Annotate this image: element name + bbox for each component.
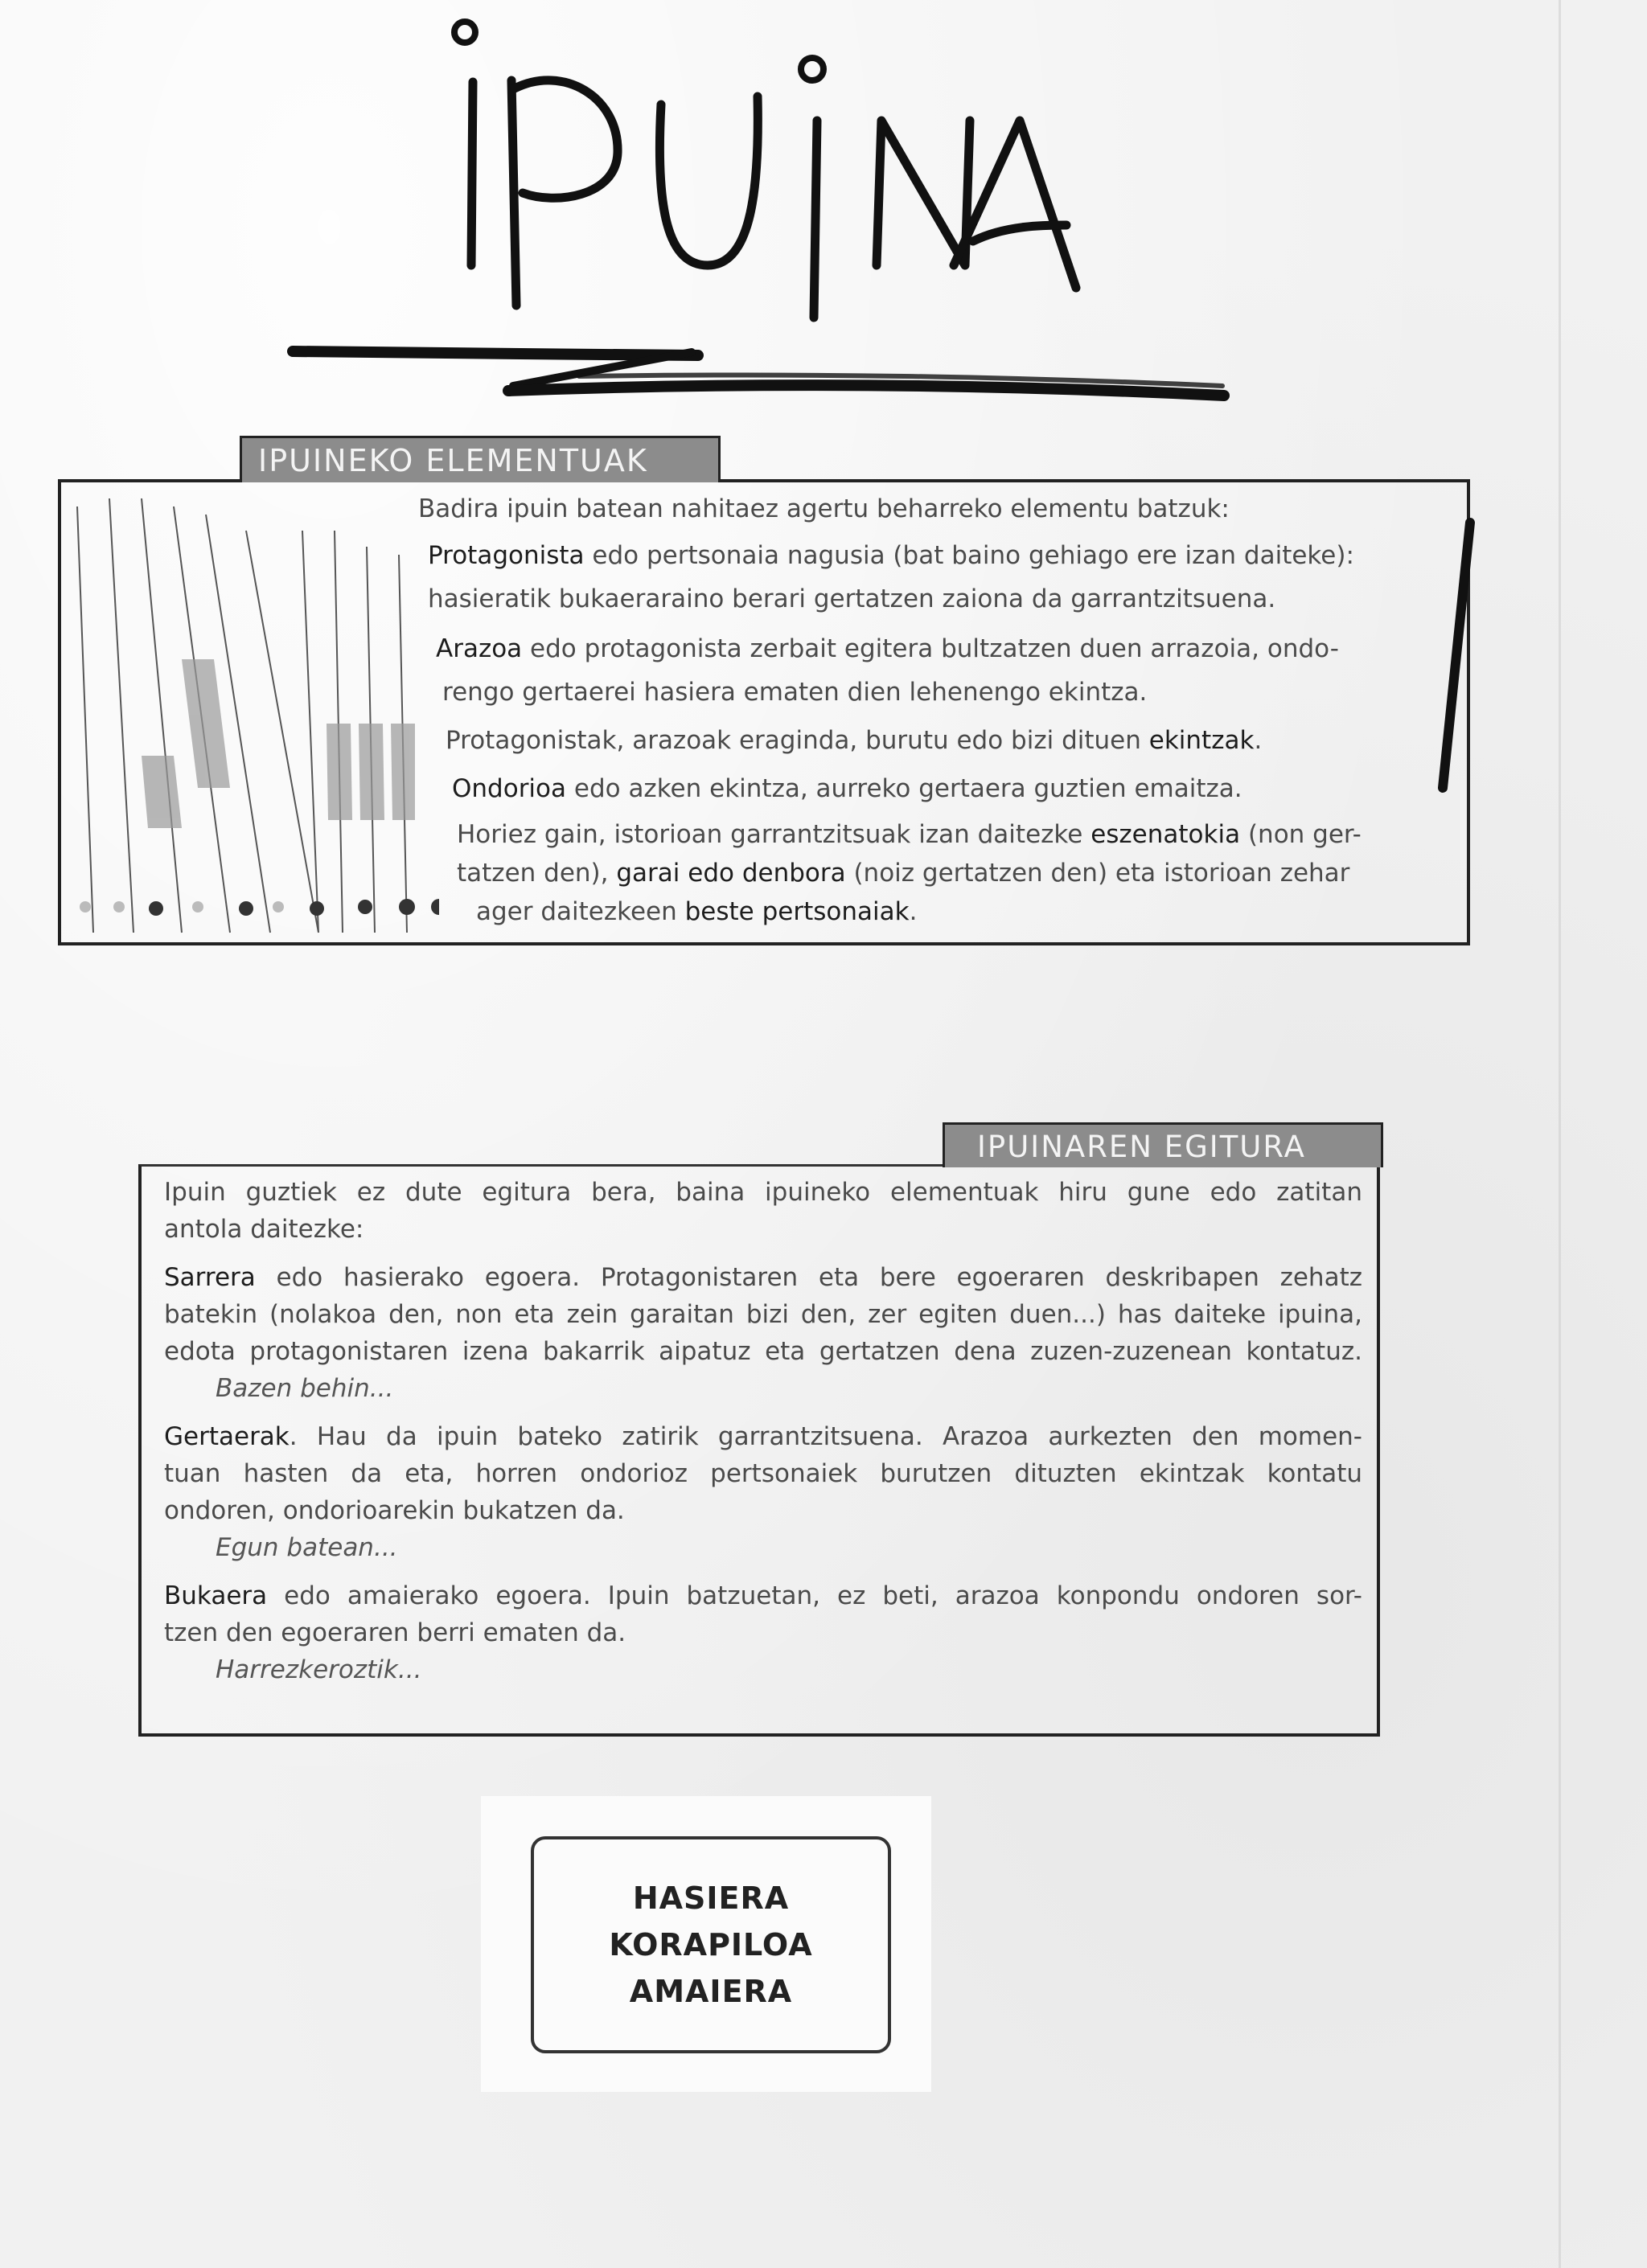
extra-line3-a: ager daitezkeen [476, 897, 685, 926]
keyword-sarrera: Sarrera [164, 1263, 256, 1292]
element-protagonist [428, 534, 1464, 577]
keyword-arazoa: Arazoa [436, 634, 523, 663]
element-protagonist-line2: hasieratik bukaeraraino berari gertatzen zaiona da garrantzitsuena. [428, 584, 1276, 613]
element-arazoa-line2: rengo gertaerei hasiera ematen dien lehenengo ekintza. [442, 678, 1148, 707]
element-ekintzak-prefix: Protagonistak, arazoak eraginda, burutu edo bizi dituen [446, 726, 1149, 755]
part-gertaerak-line1-text: . Hau da ipuin bateko zatirik garrantzitsuena. Arazoa aurkezten den momen- [289, 1422, 1362, 1451]
structure-intro-line2: antola daitezke: [164, 1215, 364, 1244]
part-bukaera [164, 1577, 1362, 1688]
keyword-beste-pertsonaiak: beste pertsonaiak [684, 897, 910, 926]
element-arazoa-line1: edo protagonista zerbait egitera bultzatzen duen arrazoia, ondo- [522, 634, 1339, 663]
part-bukaera-line1-text: edo amaierako egoera. Ipuin batzuetan, ez beti, arazoa konpondu ondoren sor- [267, 1581, 1362, 1610]
element-ondorioa [452, 767, 1464, 810]
part-gertaerak-line3: ondoren, ondorioarekin bukatzen da. [164, 1496, 625, 1525]
part-bukaera-example: Harrezkeroztik... [216, 1655, 422, 1684]
books-illustration [61, 482, 439, 942]
structure-summary-box [531, 1836, 891, 2053]
structure-item-amaiera: AMAIERA [629, 1974, 793, 2009]
keyword-garai-edo-denbora: garai edo denbora [616, 859, 846, 888]
element-ekintzak-suffix: . [1254, 726, 1263, 755]
part-sarrera-example: Bazen behin... [216, 1374, 394, 1403]
extra-line2-a: tatzen den), [457, 859, 617, 888]
part-sarrera-line1-text: edo hasierako egoera. Protagonistaren eta bere egoeraren deskribapen zehatz [255, 1263, 1362, 1292]
part-sarrera-line2: batekin (nolakoa den, non eta zein garaitan bizi den, zer egiten duen...) has daiteke ipuina, [164, 1300, 1362, 1329]
part-gertaerak-line2: tuan hasten da eta, horren ondorioz pertsonaiek burutzen dituzten ekintzak kontatu [164, 1459, 1362, 1488]
part-bukaera-line2: tzen den egoeraren berri ematen da. [164, 1618, 626, 1647]
elements-intro: Badira ipuin batean nahitaez agertu beharreko elementu batzuk: [418, 494, 1230, 523]
structure-section-body [164, 1174, 1362, 1700]
elements-section-tab [240, 436, 721, 482]
part-sarrera-line3: edota protagonistaren izena bakarrik aipatuz eta gertatzen dena zuzen-zuzenean kontatuz. [164, 1337, 1362, 1366]
elements-section-title: IPUINEKO ELEMENTUAK [258, 443, 648, 478]
keyword-protagonista: Protagonista [428, 541, 585, 570]
extra-line1 [457, 815, 1464, 854]
structure-intro [164, 1174, 1362, 1248]
element-ondorioa-text: edo azken ekintza, aurreko gertaera guztien emaitza. [566, 774, 1242, 803]
structure-section-tab [943, 1122, 1383, 1167]
part-gertaerak-line1 [164, 1418, 1362, 1455]
keyword-ondorioa: Ondorioa [452, 774, 567, 803]
part-bukaera-line1 [164, 1577, 1362, 1614]
extra-line2 [457, 854, 1464, 892]
elements-section-body [418, 487, 1464, 931]
extra-line1-b: (non ger- [1240, 820, 1362, 849]
part-sarrera [164, 1259, 1362, 1407]
element-protagonist-line1: edo pertsonaia nagusia (bat baino gehiago ere izan daiteke): [584, 541, 1354, 570]
structure-item-korapiloa: KORAPILOA [609, 1927, 813, 1962]
keyword-eszenatokia: eszenatokia [1090, 820, 1241, 849]
element-arazoa [436, 627, 1464, 671]
part-gertaerak [164, 1418, 1362, 1566]
structure-item-hasiera: HASIERA [632, 1880, 790, 1916]
structure-section-title: IPUINAREN EGITURA [977, 1130, 1306, 1164]
title-text: IPUINA [0, 0, 3, 1]
element-ekintzak [446, 719, 1464, 762]
extra-line1-a: Horiez gain, istorioan garrantzitsuak izan daitezke [457, 820, 1091, 849]
part-sarrera-line1 [164, 1259, 1362, 1296]
extra-line2-b: (noiz gertatzen den) eta istorioan zehar [845, 859, 1350, 888]
extra-line3-b: . [909, 897, 918, 926]
keyword-gertaerak: Gertaerak [164, 1422, 290, 1451]
structure-intro-line1: Ipuin guztiek ez dute egitura bera, baina ipuineko elementuak hiru gune edo zatitan [164, 1178, 1362, 1207]
part-gertaerak-example: Egun batean... [216, 1533, 398, 1562]
keyword-bukaera: Bukaera [164, 1581, 268, 1610]
keyword-ekintzak: ekintzak [1148, 726, 1255, 755]
handwritten-title [0, 0, 1647, 434]
extra-line3 [476, 892, 1464, 931]
